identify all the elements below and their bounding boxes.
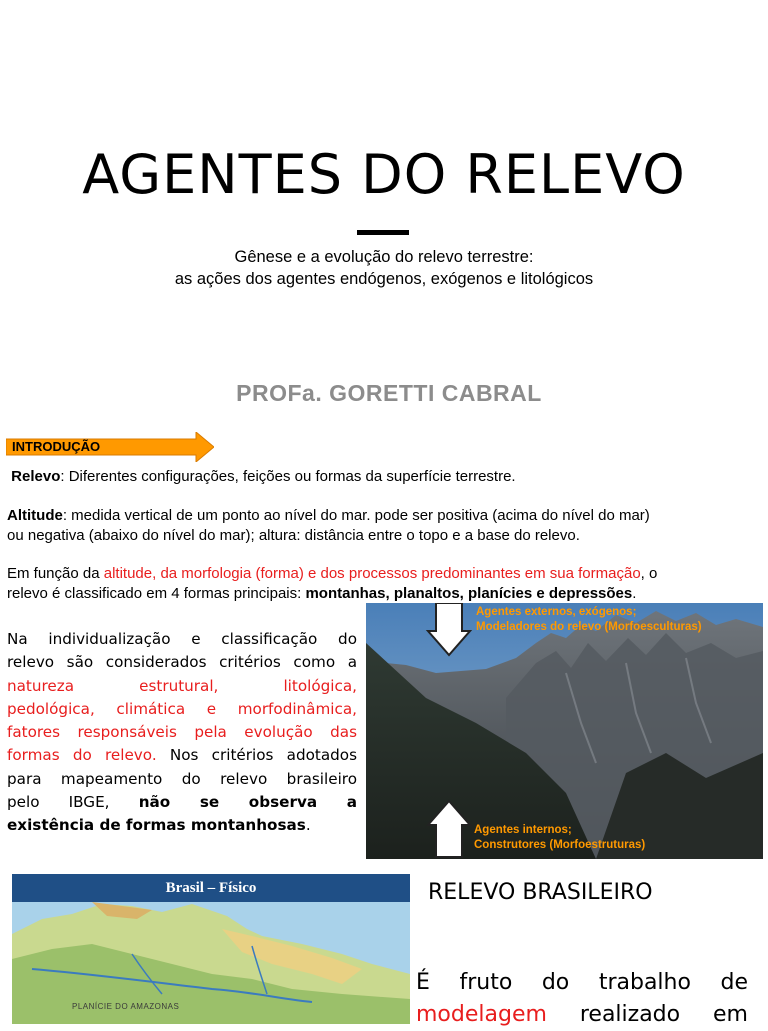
subtitle <box>0 246 768 290</box>
subtitle-line-1: Gênese e a evolução do relevo terrestre: <box>234 248 534 266</box>
relevo-brasileiro-title: RELEVO BRASILEIRO <box>428 880 653 905</box>
author: PROFa. GORETTI CABRAL <box>236 380 542 406</box>
funcao-1: Em função da <box>7 565 104 582</box>
criteria-line: pedológica, climática e morfodinâmica, <box>7 699 357 718</box>
relevo-text-end: realizado em <box>546 1002 748 1027</box>
external-agents-line-1: Agentes externos, exógenos; <box>476 606 637 618</box>
map-title: Brasil – Físico <box>165 880 257 896</box>
title-divider <box>357 230 409 235</box>
map-lowland-label: PLANÍCIE DO AMAZONAS <box>72 1002 180 1011</box>
brazil-physical-map <box>12 874 410 1024</box>
external-agents-line-2: Modeladores do relevo (Morfoesculturas) <box>476 621 702 633</box>
funcao-end: . <box>632 585 637 602</box>
relevo-text-line-2 <box>416 999 748 1031</box>
altitude-def-1: : medida vertical de um ponto ao nível do mar. pode ser positiva (acima do nível do mar) <box>62 507 650 524</box>
classification-paragraph <box>7 564 763 604</box>
criteria-line: para mapeamento do relevo brasileiro <box>7 769 357 788</box>
criteria-line: fatores responsáveis pela evolução das <box>7 723 357 742</box>
criteria-bold: não se observa a <box>138 793 357 812</box>
criteria-line: relevo são considerados critérios como a <box>7 653 357 672</box>
funcao-red: altitude, da morfologia (forma) e dos processos predominantes em sua formação <box>103 565 641 582</box>
altitude-def-2: ou negativa (abaixo do nível do mar); altura: distância entre o topo e a base do relevo. <box>7 527 580 544</box>
criteria-line: natureza estrutural, litológica, <box>7 676 357 695</box>
altitude-definition <box>7 506 763 546</box>
criteria-paragraph <box>7 628 357 838</box>
altitude-term: Altitude <box>7 507 63 524</box>
mountain-photo <box>366 603 763 859</box>
relevo-term: Relevo <box>11 468 61 485</box>
criteria-black: Nos critérios adotados <box>156 746 357 765</box>
criteria-red: formas do relevo. <box>7 746 157 765</box>
internal-agents-line-1: Agentes internos; <box>474 824 572 836</box>
relevo-text-line-1: É fruto do trabalho de <box>416 970 748 995</box>
relevo-definition <box>7 467 763 487</box>
relevo-text-red: modelagem <box>416 1002 547 1027</box>
criteria-line <box>7 791 357 814</box>
relevo-def: : Diferentes configurações, feições ou formas da superfície terrestre. <box>60 468 516 485</box>
internal-agents-line-2: Construtores (Morfoestruturas) <box>474 839 646 851</box>
criteria-line <box>7 744 357 767</box>
criteria-line: Na individualização e classificação do <box>7 630 357 648</box>
relevo-brasileiro-text <box>416 967 748 1031</box>
intro-label: INTRODUÇÃO <box>12 439 101 454</box>
subtitle-line-2: as ações dos agentes endógenos, exógenos e litológicos <box>174 270 594 288</box>
page-title: AGENTES DO RELEVO <box>82 143 686 206</box>
criteria-end: . <box>305 816 311 835</box>
funcao-3: relevo é classificado em 4 formas principais: <box>7 585 306 602</box>
criteria-bold-end: existência de formas montanhosas <box>7 816 306 835</box>
criteria-ibge: pelo IBGE, <box>7 793 139 812</box>
criteria-line <box>7 814 357 837</box>
internal-agents-label <box>474 823 645 853</box>
funcao-2: , o <box>640 565 658 582</box>
funcao-bold: montanhas, planaltos, planícies e depressões <box>305 585 633 602</box>
mountain-illustration <box>366 603 763 859</box>
external-agents-label <box>476 605 702 635</box>
